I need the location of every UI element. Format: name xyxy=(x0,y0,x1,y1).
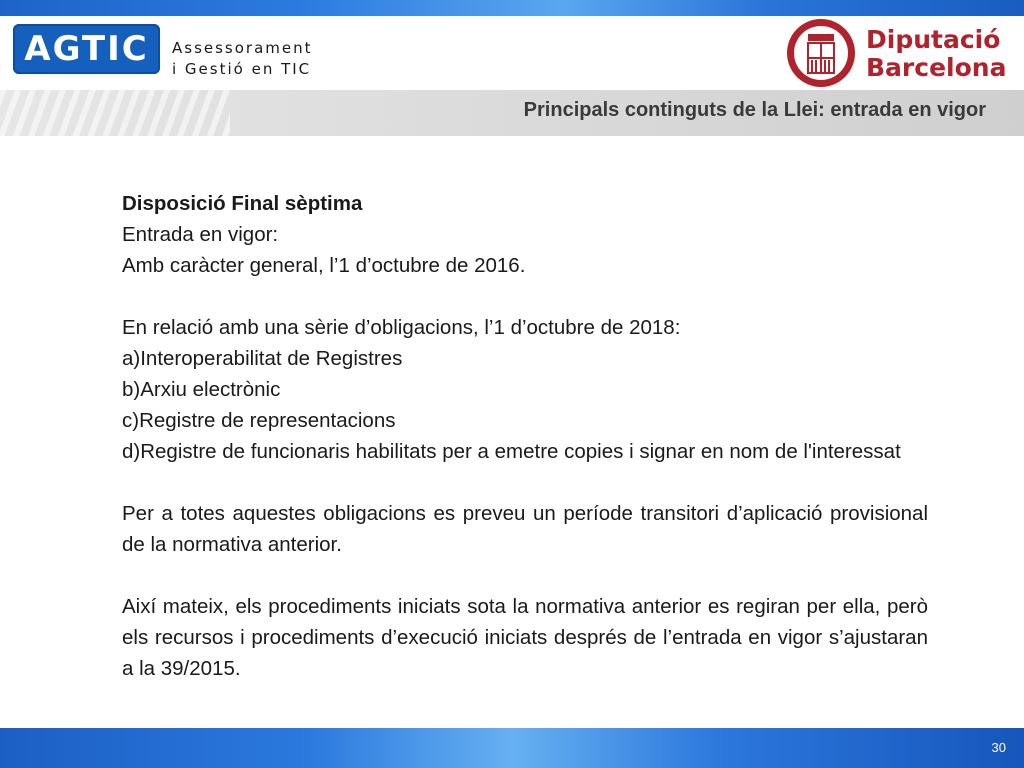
diputacio-name xyxy=(866,26,1006,82)
title-band-pattern xyxy=(0,90,230,136)
list-item-a: a)Interoperabilitat de Registres xyxy=(122,347,403,370)
diputacio-line2: Barcelona xyxy=(866,53,1007,82)
agtic-logo-text: AGTIC xyxy=(24,29,149,69)
diputacio-seal-icon xyxy=(786,18,856,88)
bottom-decor-bar xyxy=(0,728,1024,768)
list-item-d: d)Registre de funcionaris habilitats per a emetre copies i signar en nom de l'interessat xyxy=(122,440,901,463)
content-heading: Disposició Final sèptima xyxy=(122,192,363,215)
paragraph-procediments: Així mateix, els procediments iniciats sota la normativa anterior es regiran per ella, però els recursos i procediments d’execució iniciats després de l’entrada en vigor s’ajustaran a la 39/2015. xyxy=(122,595,928,680)
page-number: 30 xyxy=(991,740,1006,755)
agtic-logo xyxy=(13,24,160,74)
slide-title: Principals continguts de la Llei: entrada en vigor xyxy=(523,99,986,121)
agtic-logo-subtitle xyxy=(172,38,313,80)
content-line-obligacions: En relació amb una sèrie d’obligacions, l’1 d’octubre de 2018: xyxy=(122,316,681,339)
agtic-subtitle-line1: Assessorament xyxy=(172,39,313,57)
diputacio-line1: Diputació xyxy=(866,25,1001,54)
content-line-general: Amb caràcter general, l’1 d’octubre de 2016. xyxy=(122,254,526,277)
slide-content xyxy=(122,188,928,684)
list-item-b: b)Arxiu electrònic xyxy=(122,378,281,401)
agtic-subtitle-line2: i Gestió en TIC xyxy=(172,60,312,78)
content-line-entrada: Entrada en vigor: xyxy=(122,223,279,246)
top-decor-bar xyxy=(0,0,1024,16)
paragraph-transitori: Per a totes aquestes obligacions es preveu un període transitori d’aplicació provisional de la normativa anterior. xyxy=(122,502,928,556)
list-item-c: c)Registre de representacions xyxy=(122,409,396,432)
